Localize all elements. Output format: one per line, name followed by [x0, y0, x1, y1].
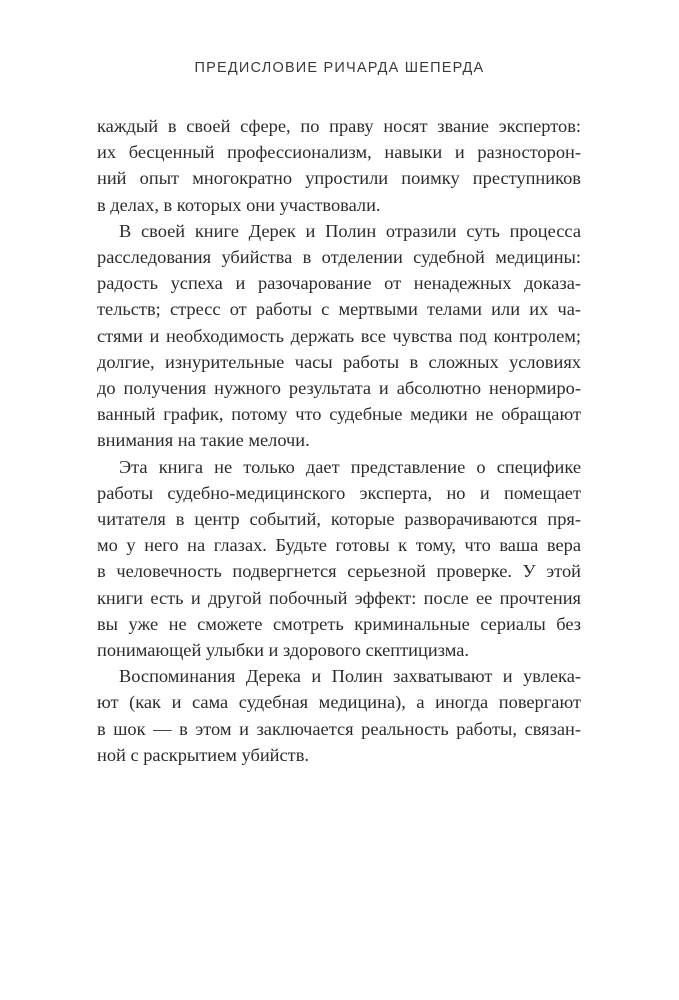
text-line: их бесценный профессионализм, навыки и разносторон-	[97, 142, 581, 163]
text-line: мо у него на глазах. Будьте готовы к тому, что ваша вера	[97, 535, 581, 556]
paragraph-1	[97, 113, 581, 218]
paragraph-2	[97, 218, 581, 454]
text-line: Эта книга не только дает представление о специфике	[119, 456, 581, 477]
text-line: до получения нужного результата и абсолютно ненормиро-	[97, 378, 581, 399]
text-line: каждый в своей сфере, по праву носят звание экспертов:	[97, 116, 581, 136]
running-header: ПРЕДИСЛОВИЕ РИЧАРДА ШЕПЕРДА	[194, 60, 485, 76]
text-line: Воспоминания Дерека и Полин захватывают и увлека-	[119, 666, 581, 687]
text-line: ной с раскрытием убийств.	[97, 744, 309, 765]
text-line: в человечность подвергнется серьезной проверке. У этой	[97, 561, 581, 582]
text-line: в делах, в которых они участвовали.	[97, 194, 381, 215]
text-line: ний опыт многократно упростили поимку преступников	[97, 168, 581, 189]
body-text	[97, 113, 581, 768]
paragraph-3	[97, 454, 581, 664]
text-line: стями и необходимость держать все чувства под контролем;	[97, 325, 581, 346]
text-line: долгие, изнурительные часы работы в сложных условиях	[97, 351, 581, 372]
text-line: тельств; стресс от работы с мертвыми телами или их ча-	[97, 299, 581, 320]
text-line: радость успеха и разочарование от ненадежных доказа-	[97, 273, 581, 294]
text-line: понимающей улыбки и здорового скептицизма.	[97, 640, 469, 661]
paragraph-4	[97, 663, 581, 768]
text-line: внимания на такие мелочи.	[97, 430, 310, 451]
text-line: читателя в центр событий, которые разворачиваются пря-	[97, 509, 581, 530]
text-line: работы судебно-медицинского эксперта, но и помещает	[97, 482, 581, 503]
text-line: В своей книге Дерек и Полин отразили суть процесса	[119, 220, 581, 241]
text-line: книги есть и другой побочный эффект: после ее прочтения	[97, 587, 581, 608]
text-line: вы уже не сможете смотреть криминальные сериалы без	[97, 613, 581, 634]
text-line: в шок — в этом и заключается реальность работы, связан-	[97, 718, 581, 739]
text-line: ют (как и сама судебная медицина), а иногда повергают	[97, 692, 581, 713]
text-line: ванный график, потому что судебные медики не обращают	[97, 404, 581, 425]
text-line: расследования убийства в отделении судебной медицины:	[97, 247, 581, 268]
